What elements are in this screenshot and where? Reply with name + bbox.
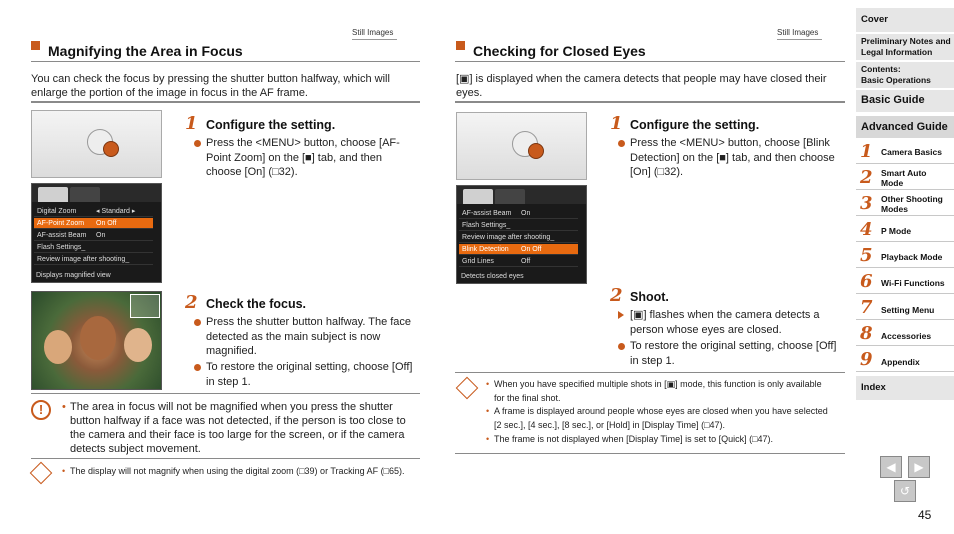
sidebar-chapter-6[interactable] — [856, 270, 954, 294]
step-number-2-left: 2 — [185, 292, 198, 313]
face-center — [80, 316, 116, 360]
chapter-label: Playback Mode — [881, 252, 943, 262]
menu-row: Flash Settings_ — [34, 242, 153, 253]
arrow-right-icon: ▶ — [914, 460, 924, 474]
step-1-text-left: Press the <MENU> button, choose [AF-Point Zoom] on the [■] tab, and then choose [On] (□32). — [206, 137, 400, 178]
section-rule-left — [31, 61, 420, 62]
sidebar-chapter-5[interactable] — [856, 244, 954, 268]
prev-page-button[interactable] — [880, 456, 902, 478]
chapter-number: 6 — [860, 271, 873, 292]
step-number-1-right: 1 — [610, 113, 623, 134]
still-images-tag-right: Still Images — [777, 28, 822, 40]
chapter-label: Smart Auto Mode — [881, 168, 927, 188]
step-1-bullet-right — [630, 136, 844, 180]
intro-text-left: You can check the focus by pressing the shutter button halfway, which will enlarge the portion of the image in focus in the AF frame. — [31, 73, 390, 99]
note-text-right-2: A frame is displayed around people whose eyes are closed when you have selected [2 sec.], [4 sec.], [8 sec.], or [Hold] in [Display Time] (□47). — [494, 406, 828, 430]
still-images-tag-left: Still Images — [352, 28, 397, 40]
next-page-button[interactable] — [908, 456, 930, 478]
section-marker-right — [456, 41, 465, 50]
notes-rule-bottom-right — [455, 453, 845, 454]
chapter-number: 9 — [860, 349, 873, 370]
step-title-2-right: Shoot. — [630, 290, 669, 304]
notes-rule-top-right — [455, 372, 845, 373]
sidebar-chapter-1[interactable] — [856, 140, 954, 164]
sidebar-chapter-9[interactable] — [856, 348, 954, 372]
step-2-bullet-2-right — [630, 339, 844, 368]
sidebar-contents[interactable] — [856, 62, 954, 88]
step-number-2-right: 2 — [610, 285, 623, 306]
chapter-label: P Mode — [881, 226, 912, 236]
menu-row: Digital Zoom ◂ Standard ▸ — [34, 206, 153, 217]
menu-row: Grid Lines Off — [459, 256, 578, 267]
chapter-number: 4 — [860, 219, 873, 240]
menu-button-icon — [103, 141, 119, 157]
sidebar-advanced-guide[interactable]: Advanced Guide — [856, 116, 954, 138]
camera-back-image-left — [31, 110, 162, 178]
caution-text: The area in focus will not be magnified when you press the shutter button halfway if a face was not detected, if the person is too close to the camera and their face is too large for the screen, or if the camera detects subject movement. — [70, 401, 406, 455]
menu-tabs-right — [457, 186, 586, 204]
menu-row: Review image after shooting_ — [459, 232, 578, 243]
step-2-text-1-right: [▣] flashes when the camera detects a person whose eyes are closed. — [630, 309, 820, 336]
step-2-text-2-left: To restore the original setting, choose [Off] in step 1. — [206, 361, 413, 388]
section-title-magnifying: Magnifying the Area in Focus — [48, 43, 243, 59]
step-1-text-right: Press the <MENU> button, choose [Blink Detection] on the [■] tab, and then choose [On] (□32). — [630, 137, 835, 178]
sidebar-chapter-7[interactable] — [856, 296, 954, 320]
menu-row: Review image after shooting_ — [34, 254, 153, 265]
step-2-bullet-1-left — [206, 315, 418, 359]
menu-row: AF-assist Beam On — [34, 230, 153, 241]
return-icon: ↺ — [899, 484, 911, 498]
section-rule-right — [455, 61, 845, 62]
chapter-number: 1 — [860, 141, 873, 162]
step-title-2-left: Check the focus. — [206, 297, 307, 311]
chapter-label: Accessories — [881, 331, 932, 341]
sidebar-preliminary-notes[interactable] — [856, 34, 954, 60]
chapter-number: 5 — [860, 245, 873, 266]
intro-rule-left — [31, 101, 420, 103]
menu-row-selected: Blink Detection On Off — [459, 244, 578, 255]
note-text-right-3: The frame is not displayed when [Display Time] is set to [Quick] (□47). — [494, 434, 774, 444]
menu-row-selected: AF-Point Zoom On Off — [34, 218, 153, 229]
settings-tab-icon — [70, 187, 100, 202]
step-1-bullet-left — [206, 136, 418, 180]
intro-text-right: [▣] is displayed when the camera detects that people may have closed their eyes. — [456, 73, 827, 99]
menu-footer-left: Displays magnified view — [36, 272, 111, 279]
menu-row: Flash Settings_ — [459, 220, 578, 231]
camera-tab-icon — [463, 189, 493, 204]
menu-row: AF-assist Beam On — [459, 208, 578, 219]
caution-rule-top — [31, 393, 420, 394]
caution-rule-bottom — [31, 458, 420, 459]
intro-rule-right — [455, 101, 845, 103]
sidebar-chapter-3[interactable] — [856, 192, 954, 216]
chapter-label: Wi-Fi Functions — [881, 278, 945, 288]
page-number: 45 — [918, 508, 932, 522]
menu-screenshot-right — [456, 185, 587, 284]
pencil-icon-left — [30, 462, 53, 485]
step-2-text-2-right: To restore the original setting, choose [Off] in step 1. — [630, 340, 837, 367]
section-marker-left — [31, 41, 40, 50]
chapter-number: 8 — [860, 323, 873, 344]
menu-footer-right: Detects closed eyes — [461, 273, 524, 280]
settings-tab-icon — [495, 189, 525, 204]
step-2-bullet-1-right — [630, 308, 844, 337]
sidebar-cover[interactable]: Cover — [856, 8, 954, 32]
sidebar-chapter-2[interactable] — [856, 166, 954, 190]
caution-note: • The area in focus will not be magnified when you press the shutter button halfway if a face was not detected, if the person is too close to the camera and their face is too large for the screen, or if the camera detects subject movement. — [62, 401, 406, 455]
step-title-1-right: Configure the setting. — [630, 118, 760, 132]
note-right-1: • When you have specified multiple shots in [▣] mode, this function is only available for the final shot. — [486, 379, 822, 403]
prelim-line-1: Preliminary Notes and — [861, 36, 951, 46]
menu-tabs-left — [32, 184, 161, 202]
step-number-1-left: 1 — [185, 113, 198, 134]
menu-button-icon — [528, 143, 544, 159]
note-right-2: • A frame is displayed around people whose eyes are closed when you have selected [2 sec.], [4 sec.], [8 sec.], or [Hold] in [Display Time] (□47). — [486, 406, 828, 430]
arrow-left-icon: ◀ — [886, 460, 896, 474]
sidebar-index[interactable]: Index — [856, 376, 954, 400]
chapter-label: Camera Basics — [881, 147, 942, 157]
chapter-label: Appendix — [881, 357, 920, 367]
note-right-3: • The frame is not displayed when [Display Time] is set to [Quick] (□47). — [486, 434, 774, 444]
note-text-left: The display will not magnify when using the digital zoom (□39) or Tracking AF (□65). — [70, 466, 405, 476]
children-photo — [31, 291, 162, 390]
camera-back-image-right — [456, 112, 587, 180]
step-2-bullet-2-left — [206, 360, 418, 389]
note-left: • The display will not magnify when using the digital zoom (□39) or Tracking AF (□65). — [62, 466, 405, 476]
chapter-number: 2 — [860, 167, 873, 188]
chapter-number: 3 — [860, 193, 873, 214]
contents-line-1: Contents: — [861, 64, 901, 74]
contents-line-2: Basic Operations — [861, 74, 931, 85]
caution-icon: ! — [31, 400, 51, 420]
face-right — [124, 328, 152, 362]
sidebar-basic-guide[interactable]: Basic Guide — [856, 90, 954, 112]
section-title-closed-eyes: Checking for Closed Eyes — [473, 43, 646, 59]
note-text-right-1: When you have specified multiple shots in [▣] mode, this function is only available for the final shot. — [494, 379, 822, 403]
chapter-label: Other Shooting Modes — [881, 194, 943, 214]
face-left — [44, 330, 72, 364]
return-button[interactable] — [894, 480, 916, 502]
step-title-1-left: Configure the setting. — [206, 118, 336, 132]
sidebar-chapter-4[interactable] — [856, 218, 954, 242]
chapter-number: 7 — [860, 297, 873, 318]
sidebar-chapter-8[interactable] — [856, 322, 954, 346]
camera-tab-icon — [38, 187, 68, 202]
magnified-frame — [130, 294, 160, 318]
chapter-label: Setting Menu — [881, 305, 935, 315]
menu-screenshot-left — [31, 183, 162, 283]
prelim-line-2: Legal Information — [861, 46, 933, 57]
step-2-text-1-left: Press the shutter button halfway. The face detected as the main subject is now magnified. — [206, 316, 412, 357]
pencil-icon-right — [456, 377, 479, 400]
